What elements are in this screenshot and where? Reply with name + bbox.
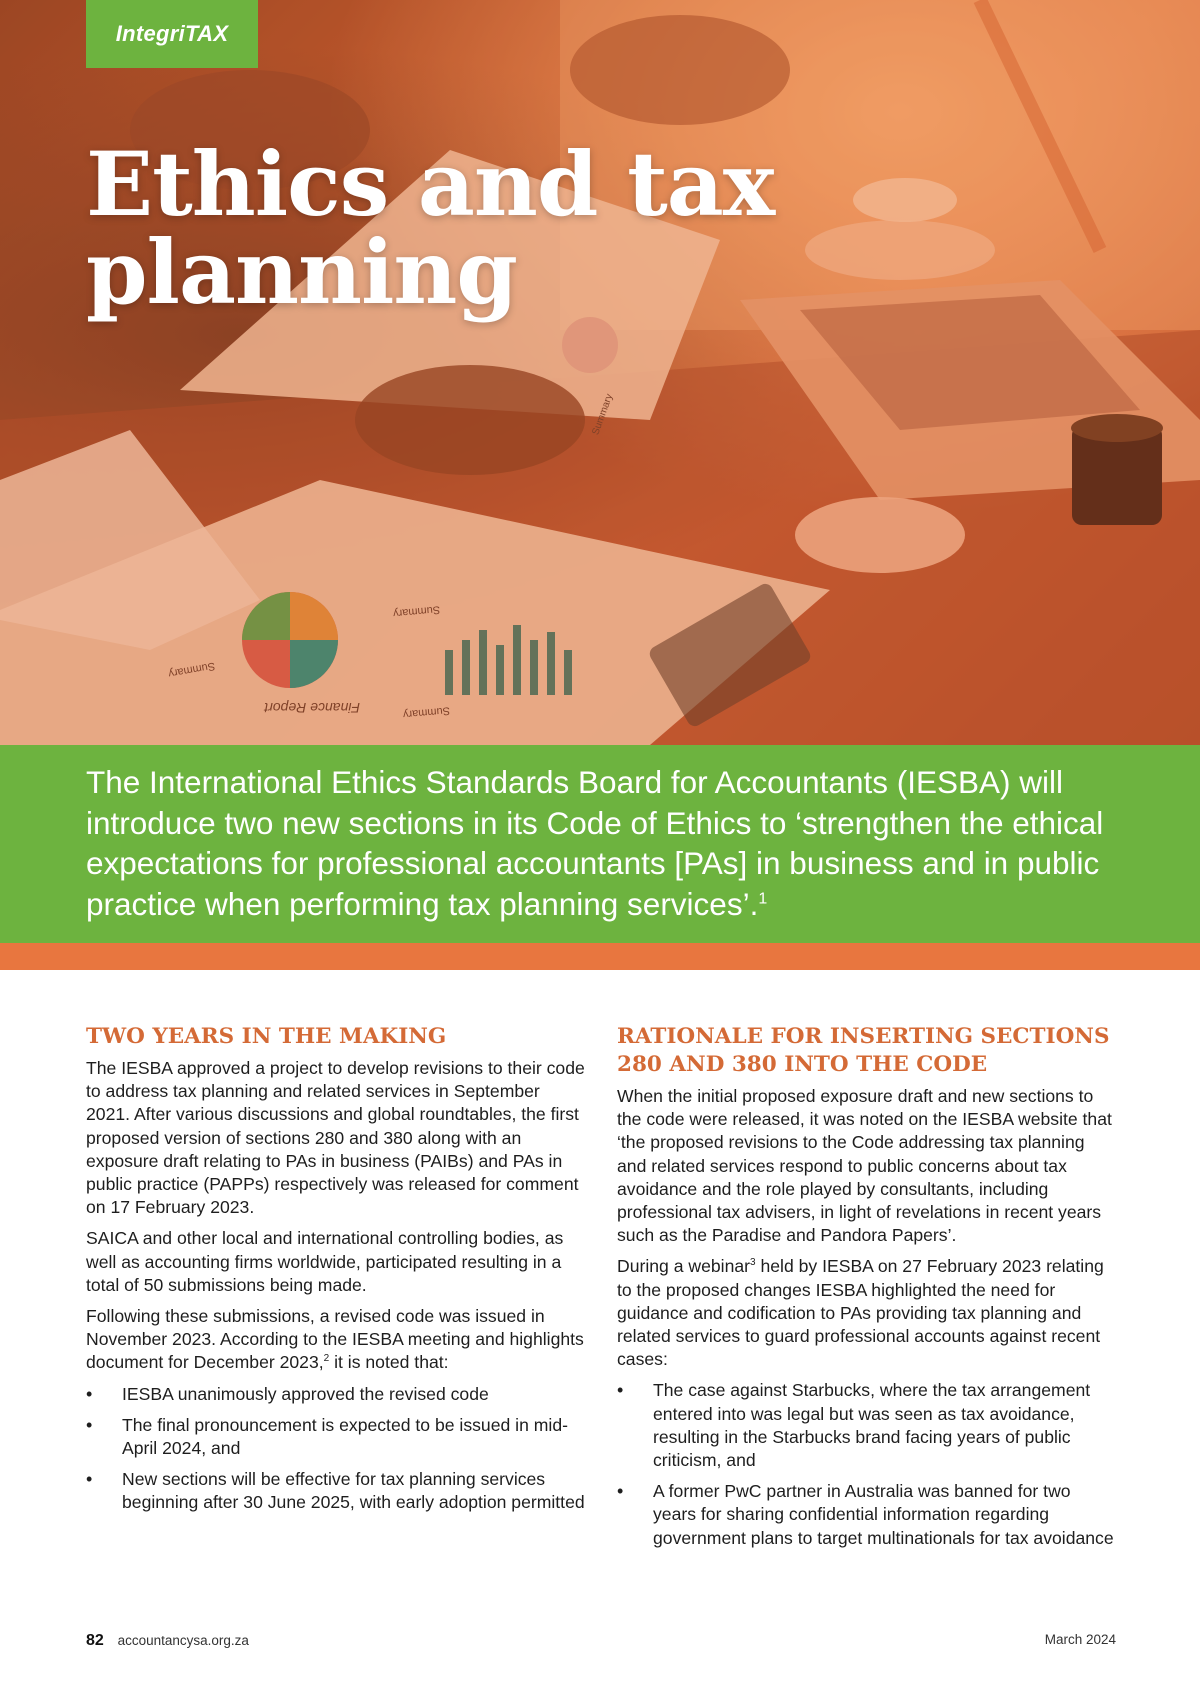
paragraph: SAICA and other local and international controlling bodies, as well as accounting firms worldwide, participated resulting in a total of 50 submissions being made. bbox=[86, 1228, 564, 1295]
section-heading-rationale: RATIONALE FOR INSERTING SECTIONS 280 AND 380 INTO THE CODE bbox=[617, 1024, 1110, 1077]
paragraph-text: held by IESBA on 27 February 2023 relating to the proposed changes IESBA highlighted the need for guidance and codification to PAs providing tax planning and related services to guard professional accounts against recent cases: bbox=[617, 1256, 1104, 1370]
website-link[interactable]: accountancysa.org.za bbox=[117, 1633, 249, 1648]
paragraph bbox=[86, 1305, 586, 1375]
section-heading-two-years: TWO YEARS IN THE MAKING bbox=[86, 1024, 447, 1049]
doc-label-summary: Summary bbox=[392, 603, 441, 620]
paragraph: When the initial proposed exposure draft and new sections to the code were released, it was noted on the IESBA website that ‘the proposed revisions to the Code addressing tax planning and related services respond to public concerns about tax avoidance and the role played by consultants, including professional tax advisers, in light of revelations in recent years such as the Paradise and Pandora Papers’. bbox=[617, 1086, 1112, 1246]
accent-bar bbox=[0, 943, 1200, 970]
doc-label-summary: Summary bbox=[167, 659, 216, 680]
paragraph-text: During a webinar bbox=[617, 1256, 751, 1277]
page-number: 82 bbox=[86, 1632, 104, 1649]
right-column bbox=[617, 1023, 1117, 1558]
footnote-ref-2: 2 bbox=[323, 1353, 330, 1365]
orange-overlay bbox=[0, 0, 1200, 745]
doc-label-summary: Summary bbox=[590, 392, 616, 437]
list-item: • A former PwC partner in Australia was banned for two years for sharing confidential information regarding government plans to target multinationals for tax avoidance bbox=[617, 1480, 1117, 1550]
bullet-list bbox=[86, 1383, 586, 1515]
intro-text-body: The International Ethics Standards Board for Accountants (IESBA) will introduce two new sections in its Code of Ethics to ‘strengthen the ethical expectations for professional accountants [PAs] in business and in public practice when performing tax planning services’. bbox=[86, 764, 1104, 922]
paragraph-text: Following these submissions, a revised code was issued in November 2023. According to the IESBA meeting and highlights document for December 2023, bbox=[86, 1306, 584, 1373]
hero-illustration bbox=[0, 0, 1200, 745]
paragraph-text: it is noted that: bbox=[329, 1352, 449, 1373]
bullet-list bbox=[617, 1379, 1117, 1549]
footnote-ref-1: 1 bbox=[758, 890, 768, 907]
page-footer bbox=[86, 1632, 1116, 1656]
issue-date: March 2024 bbox=[1044, 1632, 1116, 1647]
intro-panel bbox=[0, 745, 1200, 943]
list-item: • New sections will be effective for tax planning services beginning after 30 June 2025, with early adoption permitted bbox=[86, 1468, 586, 1514]
brand-logo bbox=[86, 0, 258, 68]
doc-label-finance-report: Finance Report bbox=[264, 700, 360, 716]
footnote-ref-3: 3 bbox=[750, 1257, 756, 1269]
paragraph bbox=[617, 1255, 1117, 1371]
paragraph: The IESBA approved a project to develop revisions to their code to address tax planning and related services in September 2021. After various discussions and global roundtables, the first proposed version of sections 280 and 380 along with an exposure draft relating to PAs in business (PAIBs) and PAs in public practice (PAPPs) respectively was released for comment on 17 February 2023. bbox=[86, 1058, 585, 1218]
title-line-1: Ethics and tax bbox=[86, 132, 775, 236]
left-column bbox=[86, 1023, 586, 1523]
doc-label-summary: Summary bbox=[402, 704, 451, 721]
list-item: • The final pronouncement is expected to be issued in mid-April 2024, and bbox=[86, 1414, 586, 1460]
intro-text bbox=[86, 762, 1136, 924]
title-line-2: planning bbox=[86, 220, 517, 324]
list-item: • The case against Starbucks, where the tax arrangement entered into was legal but was seen as tax avoidance, resulting in the Starbucks brand facing years of public criticism, and bbox=[617, 1379, 1117, 1472]
hero-image bbox=[0, 0, 1200, 745]
list-item: • IESBA unanimously approved the revised code bbox=[86, 1383, 586, 1406]
page-title bbox=[86, 132, 775, 324]
brand-logo-text: IntegriTAX bbox=[115, 21, 229, 46]
